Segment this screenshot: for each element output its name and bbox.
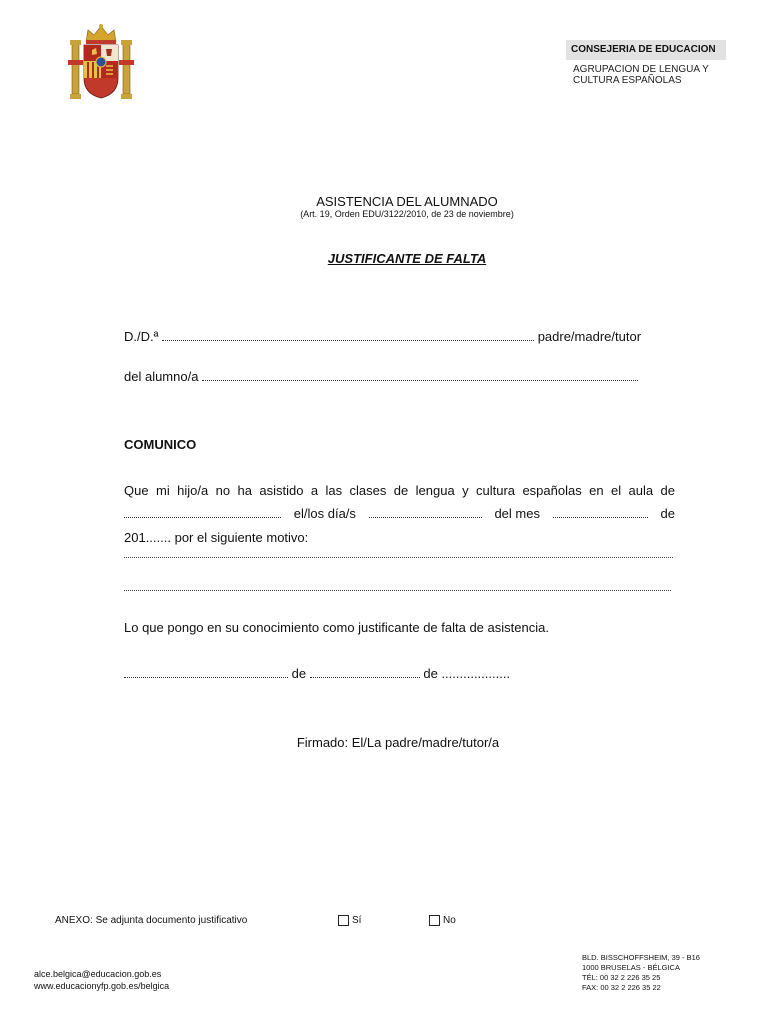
date-de-label-2: de (423, 666, 438, 681)
justificante-heading: JUSTIFICANTE DE FALTA (327, 251, 487, 266)
agrupacion-line-1: AGRUPACION DE LENGUA Y (573, 64, 709, 75)
padre-madre-tutor-label: padre/madre/tutor (537, 329, 642, 344)
absence-statement-line-3: 201....... por el siguiente motivo: (124, 530, 309, 545)
comunico-heading: COMUNICO (124, 437, 197, 452)
student-name-line (124, 369, 664, 385)
agrupacion-line-2: CULTURA ESPAÑOLAS (573, 75, 682, 86)
consejeria-label: CONSEJERIA DE EDUCACION (566, 40, 726, 60)
parent-name-field[interactable] (162, 331, 534, 341)
month-field[interactable] (553, 508, 648, 518)
document-subtitle: (Art. 19, Orden EDU/3122/2010, de 23 de noviembre) (300, 209, 514, 219)
anexo-option-si[interactable] (338, 915, 361, 926)
place-field[interactable] (124, 668, 288, 678)
no-label: No (443, 915, 456, 926)
de-label: de (660, 506, 675, 521)
el-los-dias-label: el/los día/s (293, 506, 356, 521)
si-checkbox[interactable] (338, 915, 349, 926)
address-line-1: BLD. BISSCHOFFSHEIM, 39 - B16 (582, 953, 700, 962)
day-month-field[interactable] (310, 668, 420, 678)
student-name-field[interactable] (202, 371, 638, 381)
phone-number: TÉL: 00 32 2 226 35 25 (582, 973, 661, 982)
anexo-option-no[interactable] (429, 915, 456, 926)
motive-field-line-2[interactable] (124, 589, 671, 591)
website-link[interactable]: www.educacionyfp.gob.es/belgica (34, 981, 170, 991)
si-label: Sí (352, 915, 362, 926)
no-checkbox[interactable] (429, 915, 440, 926)
absence-statement-line-2 (124, 506, 675, 522)
footer-address (582, 953, 700, 993)
alumno-label: del alumno/a (124, 369, 199, 384)
absence-statement-line-1: Que mi hijo/a no ha asistido a las clases de lengua y cultura españolas en el aula de (124, 483, 675, 498)
year-field[interactable]: ................... (441, 666, 511, 681)
coat-of-arms-logo (68, 22, 134, 102)
conocimiento-statement: Lo que pongo en su conocimiento como justificante de falta de asistencia. (124, 620, 549, 635)
anexo-label: ANEXO: Se adjunta documento justificativo (55, 915, 248, 926)
classroom-field[interactable] (124, 508, 281, 518)
date-line (124, 666, 510, 682)
parent-name-line (124, 329, 664, 345)
dd-label: D./D.ª (124, 329, 159, 344)
del-mes-label: del mes (494, 506, 540, 521)
document-title: ASISTENCIA DEL ALUMNADO (316, 194, 498, 209)
date-de-label-1: de (291, 666, 307, 681)
motive-field-line-1[interactable] (124, 556, 673, 558)
days-field[interactable] (369, 508, 482, 518)
agrupacion-label (573, 64, 733, 86)
address-line-2: 1000 BRUSELAS - BÉLGICA (582, 963, 680, 972)
fax-number: FAX: 00 32 2 226 35 22 (582, 983, 661, 992)
email-link[interactable]: alce.belgica@educacion.gob.es (34, 969, 162, 979)
footer-contact (34, 968, 169, 992)
signature-label: Firmado: El/La padre/madre/tutor/a (296, 735, 500, 750)
